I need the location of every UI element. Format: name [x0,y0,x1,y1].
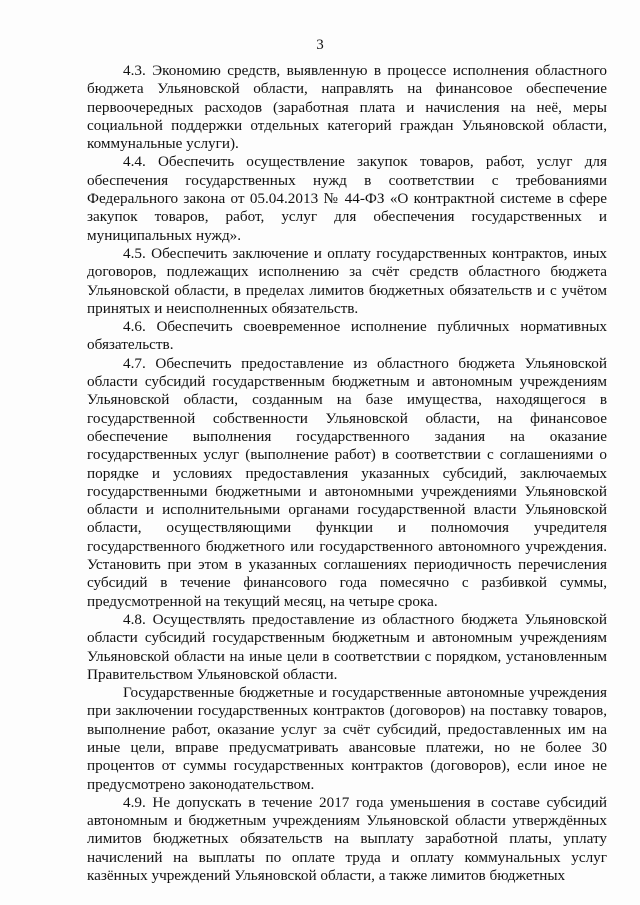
paragraph-4-7: 4.7. Обеспечить предоставление из областного бюджета Ульяновской области субсидий государственным бюджетным и автономным учреждениям Ульяновской области, созданным на базе имущества, находящегося в государственной собственности Ульяновской области, на финансовое обеспечение выполнения государственного задания на оказание государственных услуг (выполнение работ) в соответствии с соглашениями о порядке и условиях предоставления указанных субсидий, заключаемых государственными бюджетными и автономными учреждениями Ульяновской области и исполнительными органами государственной власти Ульяновской области, осуществляющими функции и полномочия учредителя государственного бюджетного или государственного автономного учреждения. Установить при этом в указанных соглашениях периодичность перечисления субсидий в течение финансового года помесячно с разбивкой суммы, предусмотренной на текущий месяц, на четыре срока. [87,354,607,610]
paragraph-4-9: 4.9. Не допускать в течение 2017 года уменьшения в составе субсидий автономным и бюджетным учреждениям Ульяновской области утверждённых лимитов бюджетных обязательств на выплату заработной платы, уплату начислений на выплаты по оплате труда и оплату коммунальных услуг казённых учреждений Ульяновской области, а также лимитов бюджетных [87,793,607,885]
paragraph-4-4: 4.4. Обеспечить осуществление закупок товаров, работ, услуг для обеспечения государственных нужд в соответствии с требованиями Федерального закона от 05.04.2013 № 44-ФЗ «О контрактной системе в сфере закупок товаров, работ, услуг для обеспечения государственных и муниципальных нужд». [87,153,607,244]
paragraph-4-5: 4.5. Обеспечить заключение и оплату государственных контрактов, иных договоров, подлежащих исполнению за счёт средств областного бюджета Ульяновской области, в пределах лимитов бюджетных обязательств и с учётом принятых и неисполненных обязательств. [87,244,607,317]
paragraph-4-3: 4.3. Экономию средств, выявленную в процессе исполнения областного бюджета Ульяновской области, направлять на финансовое обеспечение первоочередных расходов (заработная плата и начисления на неё, меры социальной поддержки отдельных категорий граждан Ульяновской области, коммунальные услуги). [87,62,607,153]
paragraph-4-8-continued: Государственные бюджетные и государственные автономные учреждения при заключении государственных контрактов (договоров) на поставку товаров, выполнение работ, оказание услуг за счёт субсидий, предоставленных им на иные цели, вправе предусматривать авансовые платежи, но не более 30 процентов от суммы государственных контрактов (договоров), если иное не предусмотрено законодательством. [87,684,607,793]
document-body [87,62,607,885]
paragraph-4-6: 4.6. Обеспечить своевременное исполнение публичных нормативных обязательств. [87,318,607,354]
page-number: 3 [316,37,324,53]
paragraph-4-8: 4.8. Осуществлять предоставление из областного бюджета Ульяновской области субсидий государственным бюджетным и автономным учреждениям Ульяновской области на иные цели в соответствии с порядком, установленным Правительством Ульяновской области. [87,610,607,683]
